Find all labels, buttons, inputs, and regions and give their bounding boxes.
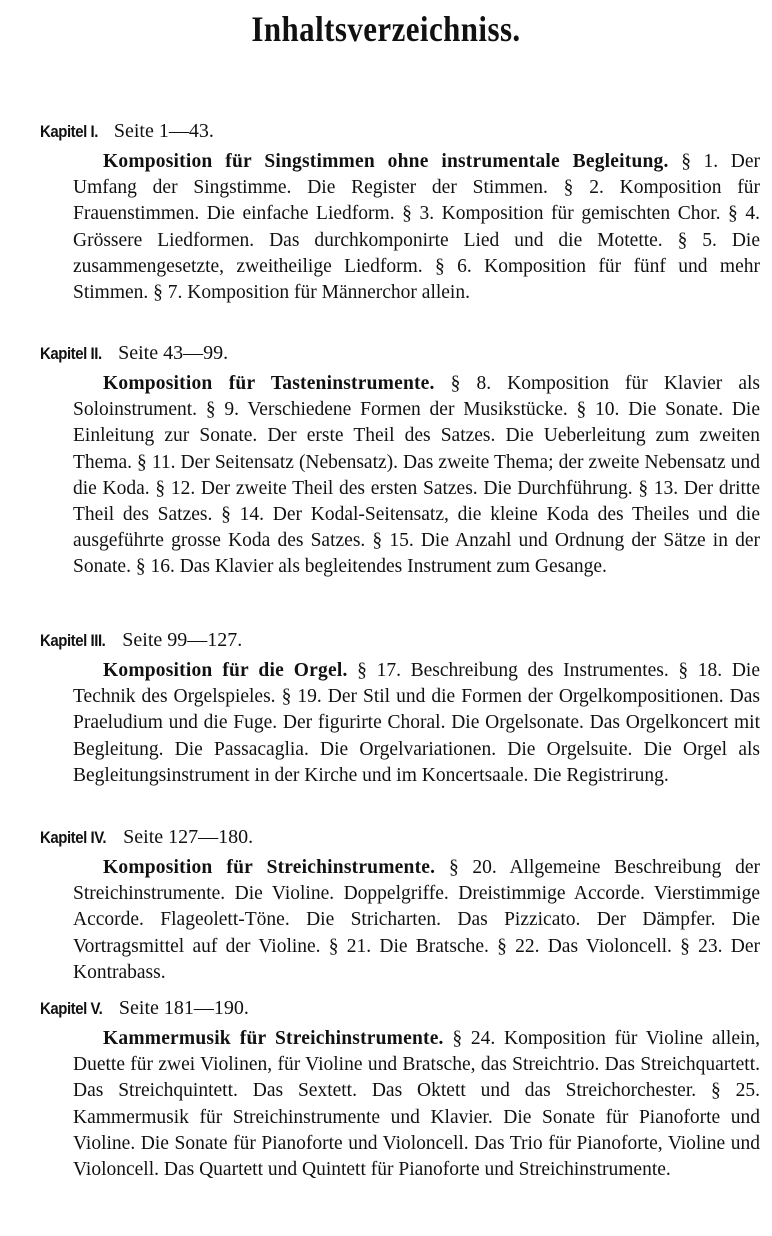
chapter-label: Kapitel IV. <box>40 828 107 847</box>
chapter-text: § 24. Komposition für Violine allein, Duette für zwei Violinen, für Violine und Bratsche, das Streichtrio. Das Streichquartett. Das Streichquintett. Das Sextett. Das Oktett und das Streichorchester. § 25. Kammermusik für Streichinstrumente und Klavier. Die Sonate für Pianoforte und Violine. Die Sonate für Pianoforte und Violoncell. Das Trio für Pianoforte, Violine und Violoncell. Das Quartett und Quintett für Pianoforte und Streichinstrumente. <box>73 1028 761 1181</box>
chapter-topic: Kammermusik für Streichinstrumente. <box>103 1028 444 1049</box>
chapter-label: Kapitel III. <box>40 631 106 650</box>
chapter-text: § 1. Der Umfang der Singstimme. Die Register der Stimmen. § 2. Komposition für Frauenstimmen. Die einfache Liedform. § 3. Komposition für gemischten Chor. § 4. Grössere Liedformen. Das durchkomponirte Lied und die Motette. § 5. Die zusammengesetzte, zweitheilige Liedform. § 6. Komposition für fünf und mehr Stimmen. § 7. Komposition für Männerchor allein. <box>73 151 760 304</box>
chapter-text: § 17. Beschreibung des Instrumentes. § 18. Die Technik des Orgelspieles. § 19. Der Stil und die Formen der Orgelkompositionen. Das Praeludium und die Fuge. Der figurirte Choral. Die Orgelsonate. Das Orgelkoncert mit Begleitung. Die Passacaglia. Die Orgelvariationen. Die Orgelsuite. Die Orgel als Begleitungsinstrument in der Kirche und im Koncertsaale. Die Registrirung. <box>73 660 760 786</box>
chapter-pages: Seite 43—99. <box>118 342 229 364</box>
chapter-heading <box>40 824 772 851</box>
chapter-label: Kapitel I. <box>40 122 98 141</box>
chapter-pages: Seite 181—190. <box>118 997 249 1019</box>
chapter-pages: Seite 99—127. <box>122 629 243 651</box>
chapter-pages: Seite 127—180. <box>123 826 254 848</box>
chapter-topic: Komposition für Streichinstrumente. <box>103 857 436 878</box>
chapter-heading <box>40 995 772 1022</box>
chapter-1 <box>0 118 772 306</box>
chapter-contents <box>73 1026 760 1183</box>
chapter-2 <box>0 340 772 581</box>
chapter-topic: Komposition für die Orgel. <box>103 660 348 681</box>
chapter-heading <box>40 627 772 654</box>
chapter-label: Kapitel II. <box>40 344 102 363</box>
chapter-topic: Komposition für Tasteninstrumente. <box>103 373 435 394</box>
chapter-contents <box>73 149 760 306</box>
chapter-text: § 20. Allgemeine Beschreibung der Streichinstrumente. Die Violine. Doppelgriffe. Dreistimmige Accorde. Vierstimmige Accorde. Flageolett-Töne. Die Stricharten. Das Pizzicato. Der Dämpfer. Die Vortragsmittel auf der Violine. § 21. Die Bratsche. § 22. Das Violoncell. § 23. Der Kontrabass. <box>73 857 760 983</box>
chapter-pages: Seite 1—43. <box>113 120 214 142</box>
chapter-label: Kapitel V. <box>40 999 103 1018</box>
page-title: Inhaltsverzeichniss. <box>251 9 521 49</box>
chapter-contents <box>73 855 760 986</box>
chapter-text: § 8. Komposition für Klavier als Soloinstrument. § 9. Verschiedene Formen der Musikstücke. § 10. Die Sonate. Die Einleitung zur Sonate. Der erste Theil des Satzes. Die Ueberleitung zum zweiten Thema. § 11. Der Seitensatz (Nebensatz). Das zweite Thema; der zweite Nebensatz und die Koda. § 12. Der zweite Theil des ersten Satzes. Die Durchführung. § 13. Der dritte Theil des Satzes. § 14. Der Kodal-Seitensatz, die kleine Koda des Theiles und die ausgeführte grosse Koda des Satzes. § 15. Die Anzahl und Ordnung der Sätze in der Sonate. § 16. Das Klavier als begleitendes Instrument zum Gesange. <box>73 373 760 578</box>
chapter-5 <box>0 995 772 1183</box>
chapter-3 <box>0 627 772 789</box>
chapter-heading <box>40 340 772 367</box>
chapter-contents <box>73 658 760 789</box>
chapter-contents <box>73 371 760 581</box>
chapter-topic: Komposition für Singstimmen ohne instrumentale Begleitung. <box>103 151 669 172</box>
chapter-heading <box>40 118 772 145</box>
chapter-4 <box>0 824 772 986</box>
